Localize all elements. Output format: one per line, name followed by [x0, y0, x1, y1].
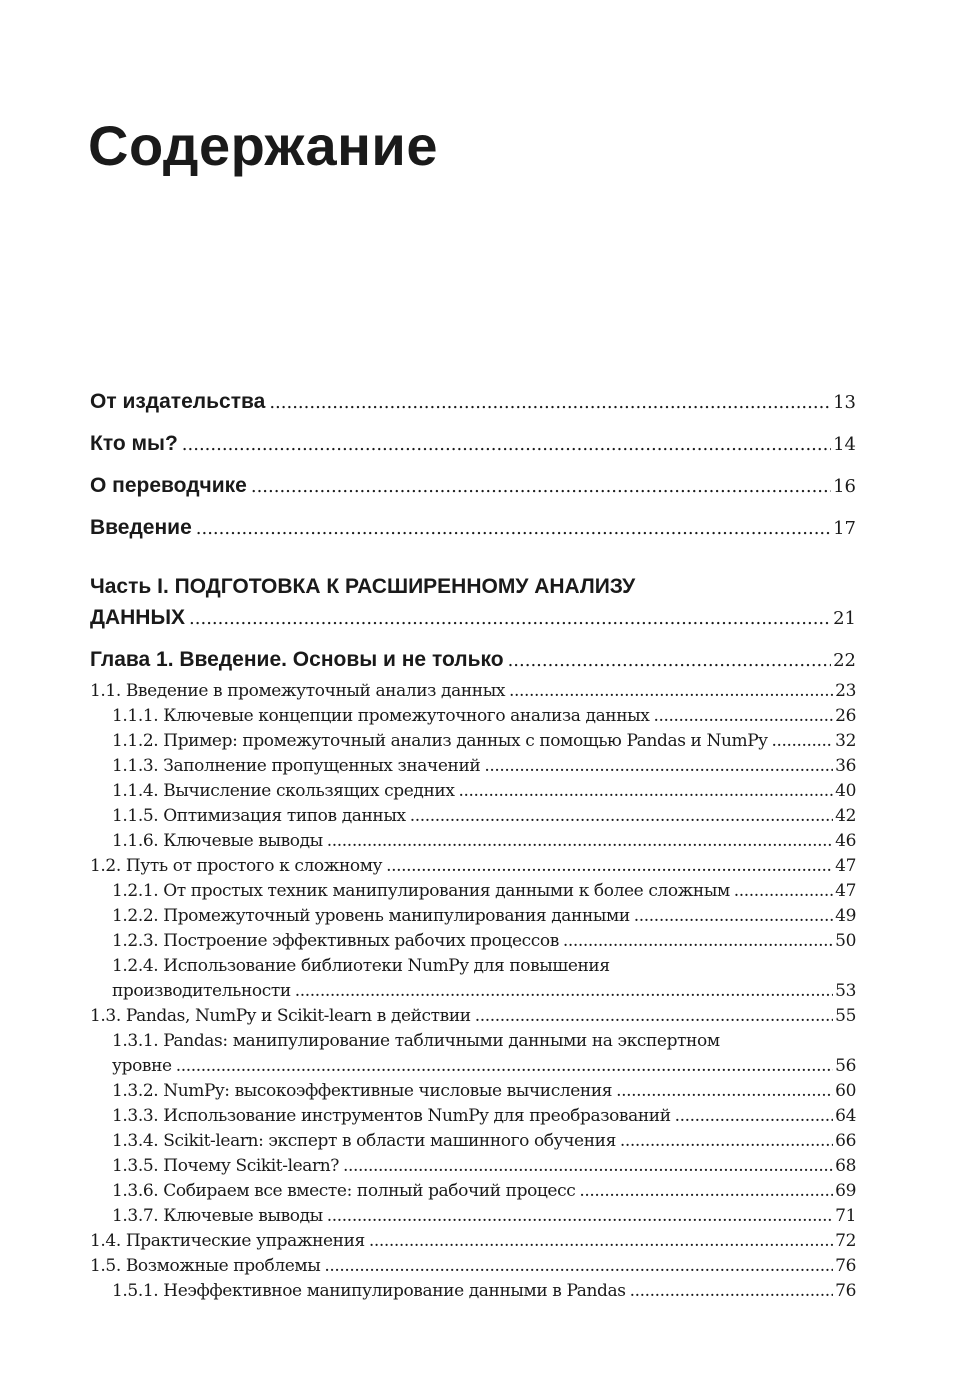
toc-leader: [182, 434, 831, 455]
toc-entry-publisher[interactable]: [90, 390, 856, 414]
toc-leader: [616, 1081, 833, 1101]
toc-label: 1.2.2. Промежуточный уровень манипулирования данными: [112, 906, 630, 926]
toc-entry-1-2-3[interactable]: [112, 931, 856, 951]
toc-leader: [475, 1006, 833, 1026]
toc-leader: [327, 1206, 833, 1226]
toc-entry-who-we-are[interactable]: [90, 432, 856, 456]
toc-entry-1-3[interactable]: [90, 1006, 856, 1026]
toc-entry-1-2-4[interactable]: [112, 981, 856, 1001]
toc-entry-1-3-7[interactable]: [112, 1206, 856, 1226]
toc-page: 42: [835, 806, 856, 826]
toc-part-title[interactable]: Часть I. ПОДГОТОВКА К РАСШИРЕННОМУ АНАЛИЗУ: [90, 575, 636, 598]
toc-entry-1-2-1[interactable]: [112, 881, 856, 901]
toc-leader: [734, 881, 833, 901]
toc-leader: [634, 906, 833, 926]
toc-page: 22: [833, 650, 856, 671]
toc-page: 68: [835, 1156, 856, 1176]
toc-page: 46: [835, 831, 856, 851]
toc-entry-1-1-6[interactable]: [112, 831, 856, 851]
toc-entry-1-3-4[interactable]: [112, 1131, 856, 1151]
toc-entry-1-4[interactable]: [90, 1231, 856, 1251]
toc-page: 72: [835, 1231, 856, 1251]
toc-label: 1.1.2. Пример: промежуточный анализ данных с помощью Pandas и NumPy: [112, 731, 768, 751]
toc-label: 1.1.1. Ключевые концепции промежуточного анализа данных: [112, 706, 650, 726]
toc-page: 47: [835, 856, 856, 876]
toc-entry-1-1-5[interactable]: [112, 806, 856, 826]
toc-entry-1-1-1[interactable]: [112, 706, 856, 726]
toc-label: 1.3.5. Почему Scikit-learn?: [112, 1156, 339, 1176]
toc-entry-1-2-2[interactable]: [112, 906, 856, 926]
toc-label: 1.3.2. NumPy: высокоэффективные числовые вычисления: [112, 1081, 613, 1101]
toc-page: 60: [835, 1081, 856, 1101]
toc-leader: [675, 1106, 834, 1126]
toc-label: уровне: [112, 1056, 172, 1076]
toc-entry-1-5[interactable]: [90, 1256, 856, 1276]
toc-page: 13: [833, 392, 856, 413]
toc-label: 1.2.3. Построение эффективных рабочих процессов: [112, 931, 559, 951]
toc-entry-1-1-3[interactable]: [112, 756, 856, 776]
toc-entry-1-3-3[interactable]: [112, 1106, 856, 1126]
toc-leader: [620, 1131, 833, 1151]
toc-leader: [343, 1156, 833, 1176]
toc-label: производительности: [112, 981, 291, 1001]
toc-leader: [196, 518, 831, 539]
toc-label: 1.1. Введение в промежуточный анализ данных: [90, 681, 506, 701]
toc-page: 26: [835, 706, 856, 726]
toc-page: 50: [835, 931, 856, 951]
toc-label-wrap[interactable]: 1.3.1. Pandas: манипулирование табличными данными на экспертном: [112, 1031, 720, 1051]
toc-leader: [189, 608, 831, 629]
toc-entry-translator[interactable]: [90, 474, 856, 498]
toc-label: 1.5. Возможные проблемы: [90, 1256, 321, 1276]
toc-page: 76: [835, 1281, 856, 1301]
toc-label: 1.2.1. От простых техник манипулирования данными к более сложным: [112, 881, 730, 901]
toc-leader: [563, 931, 833, 951]
toc-entry-chapter1[interactable]: [90, 648, 856, 672]
toc-label: От издательства: [90, 390, 266, 413]
toc-page: 66: [835, 1131, 856, 1151]
toc-entry-part1[interactable]: [90, 606, 856, 630]
toc-page: 36: [835, 756, 856, 776]
toc-page: 23: [835, 681, 856, 701]
toc-label: 1.3. Pandas, NumPy и Scikit-learn в действии: [90, 1006, 471, 1026]
toc-page: 69: [835, 1181, 856, 1201]
toc-page: 56: [835, 1056, 856, 1076]
toc-label: 1.5.1. Неэффективное манипулирование данными в Pandas: [112, 1281, 626, 1301]
toc-label: ДАННЫХ: [90, 606, 186, 629]
toc-label: Глава 1. Введение. Основы и не только: [90, 648, 504, 671]
toc-label: 1.2. Путь от простого к сложному: [90, 856, 383, 876]
toc-leader: [327, 831, 833, 851]
toc-label: 1.3.4. Scikit-learn: эксперт в области машинного обучения: [112, 1131, 616, 1151]
toc-label: 1.3.7. Ключевые выводы: [112, 1206, 323, 1226]
toc-page: 64: [835, 1106, 856, 1126]
toc-label: 1.4. Практические упражнения: [90, 1231, 365, 1251]
toc-page: 32: [835, 731, 856, 751]
toc-entry-1-3-5[interactable]: [112, 1156, 856, 1176]
toc-label: О переводчике: [90, 474, 247, 497]
toc-label: 1.1.5. Оптимизация типов данных: [112, 806, 406, 826]
toc-entry-1-1-4[interactable]: [112, 781, 856, 801]
toc-page: 14: [833, 434, 856, 455]
toc-leader: [509, 681, 833, 701]
toc-leader: [630, 1281, 834, 1301]
toc-page: 53: [835, 981, 856, 1001]
toc-page: 49: [835, 906, 856, 926]
toc-leader: [324, 1256, 833, 1276]
toc-page: 76: [835, 1256, 856, 1276]
toc-entry-introduction[interactable]: [90, 516, 856, 540]
page-title: Содержание: [88, 114, 438, 177]
toc-page: 55: [835, 1006, 856, 1026]
toc-page: 71: [835, 1206, 856, 1226]
toc-leader: [369, 1231, 833, 1251]
toc-leader: [386, 856, 833, 876]
toc-entry-1-5-1[interactable]: [112, 1281, 856, 1301]
toc-label: 1.3.6. Собираем все вместе: полный рабочий процесс: [112, 1181, 576, 1201]
toc-page: 17: [833, 518, 856, 539]
toc-leader: [459, 781, 834, 801]
toc-label: 1.1.3. Заполнение пропущенных значений: [112, 756, 481, 776]
toc-entry-1-1-2[interactable]: [112, 731, 856, 751]
toc-label: Кто мы?: [90, 432, 178, 455]
toc-entry-1-1[interactable]: [90, 681, 856, 701]
toc-leader: [176, 1056, 833, 1076]
toc-leader: [579, 1181, 833, 1201]
toc-label: 1.1.6. Ключевые выводы: [112, 831, 323, 851]
toc-leader: [410, 806, 833, 826]
toc-label-wrap[interactable]: 1.2.4. Использование библиотеки NumPy для повышения: [112, 956, 610, 976]
toc-page: 47: [835, 881, 856, 901]
toc-leader: [771, 731, 833, 751]
toc-leader: [653, 706, 833, 726]
toc-leader: [251, 476, 831, 497]
toc-entry-1-2[interactable]: [90, 856, 856, 876]
toc-leader: [484, 756, 833, 776]
toc-entry-1-3-2[interactable]: [112, 1081, 856, 1101]
toc-label: 1.3.3. Использование инструментов NumPy для преобразований: [112, 1106, 671, 1126]
toc-page: 40: [835, 781, 856, 801]
toc-label: 1.1.4. Вычисление скользящих средних: [112, 781, 455, 801]
toc-leader: [295, 981, 833, 1001]
toc-leader: [508, 650, 832, 671]
toc-label: Введение: [90, 516, 192, 539]
toc-entry-1-3-1[interactable]: [112, 1056, 856, 1076]
toc-entry-1-3-6[interactable]: [112, 1181, 856, 1201]
toc-page: 16: [833, 476, 856, 497]
toc-page: 21: [833, 608, 856, 629]
toc-leader: [269, 392, 831, 413]
